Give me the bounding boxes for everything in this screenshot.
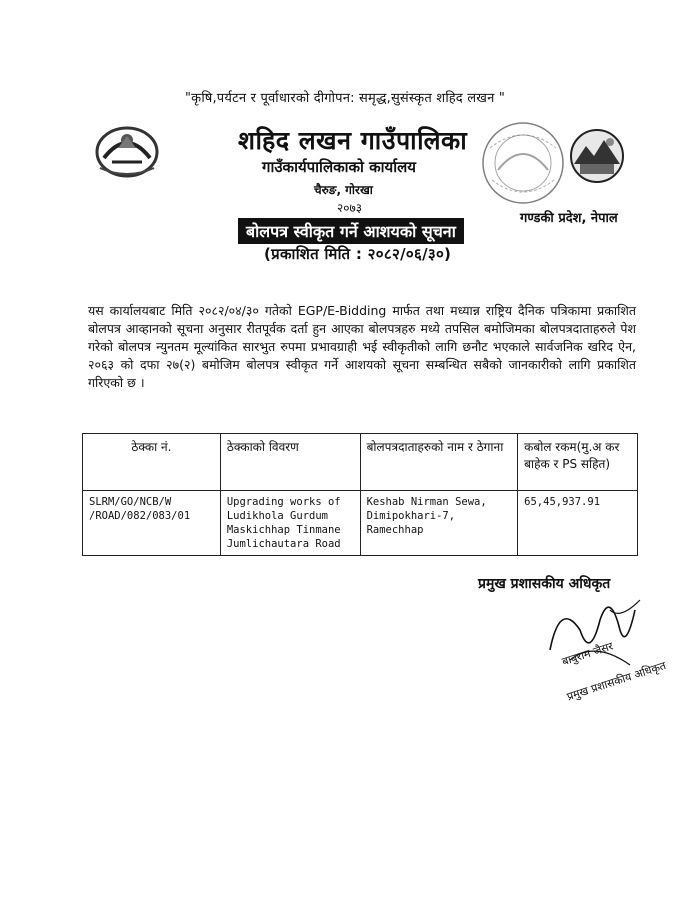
office-address: चैरुङ, गोरखा [314, 183, 373, 197]
table-row [83, 491, 638, 556]
municipality-logo-icon [566, 128, 628, 184]
cell-amount: 65,45,937.91 [518, 491, 638, 556]
published-date: (प्रकाशित मिति : २०८२/०६/३०) [264, 245, 452, 263]
cell-bidder: Keshab Nirman Sewa, Dimipokhari-7, Ramechhap [360, 491, 518, 556]
nepal-emblem-icon [92, 118, 162, 180]
province-label: गण्डकी प्रदेश, नेपाल [520, 211, 618, 226]
motto: "कृषि,पर्यटन र पूर्वाधारको दीगोपन: समृद्ध,सुसंस्कृत शहिद लखन " [185, 91, 506, 106]
notice-title: बोलपत्र स्वीकृत गर्ने आशयको सूचना [238, 218, 464, 244]
municipality-title: शहिद लखन गाउँपालिका [238, 126, 468, 155]
header-description: ठेक्काको विवरण [220, 434, 360, 491]
established-year: २०७३ [337, 201, 362, 215]
cell-description: Upgrading works of Ludikhola Gurdum Maskichhap Tinmane Jumlichautara Road [220, 491, 360, 556]
header-contract-no: ठेक्का नं. [83, 434, 221, 491]
office-name: गाउँकार्यपालिकाको कार्यालय [262, 158, 417, 176]
notice-body: यस कार्यालयबाट मिति २०८२/०४/३० गतेको EGP/E-Bidding मार्फत तथा मध्यान्न राष्ट्रिय दैनिक पत्रिकामा प्रकाशित बोलपत्र आव्हानको सूचना अनुसार रीतपूर्वक दर्ता हुन आएका बोलपत्रहरु मध्ये तपसिल बमोजिमका बोलपत्रदाताहरुले पेश गरेको बोलपत्र न्युनतम मूल्यांकित सारभुत रुपमा प्रभावग्राही भई स्वीकृतीको लागि छनौट भएकाले सार्वजनिक खरिद ऐन, २०६३ को दफा २७(२) बमोजिम बोलपत्र स्वीकृत गर्ने आशयको सूचना सम्बन्धित सबैको जानकारीको लागि प्रकाशित गरिएको छ । [88, 303, 636, 390]
header-bidder: बोलपत्रदाताहरुको नाम र ठेगाना [360, 434, 518, 491]
bids-table [82, 433, 638, 556]
signatory-role: प्रमुख प्रशासकीय अधिकृत [565, 659, 668, 704]
table-header-row [83, 434, 638, 491]
signatory-heading: प्रमुख प्रशासकीय अधिकृत [478, 576, 611, 592]
cell-contract-no: SLRM/GO/NCB/W /ROAD/082/083/01 [83, 491, 221, 556]
office-seal-stamp [478, 118, 568, 208]
signatory-name: बाबुराम जैसर [560, 639, 615, 669]
header-amount: कबोल रकम(मु.अ कर बाहेक र PS सहित) [518, 434, 638, 491]
